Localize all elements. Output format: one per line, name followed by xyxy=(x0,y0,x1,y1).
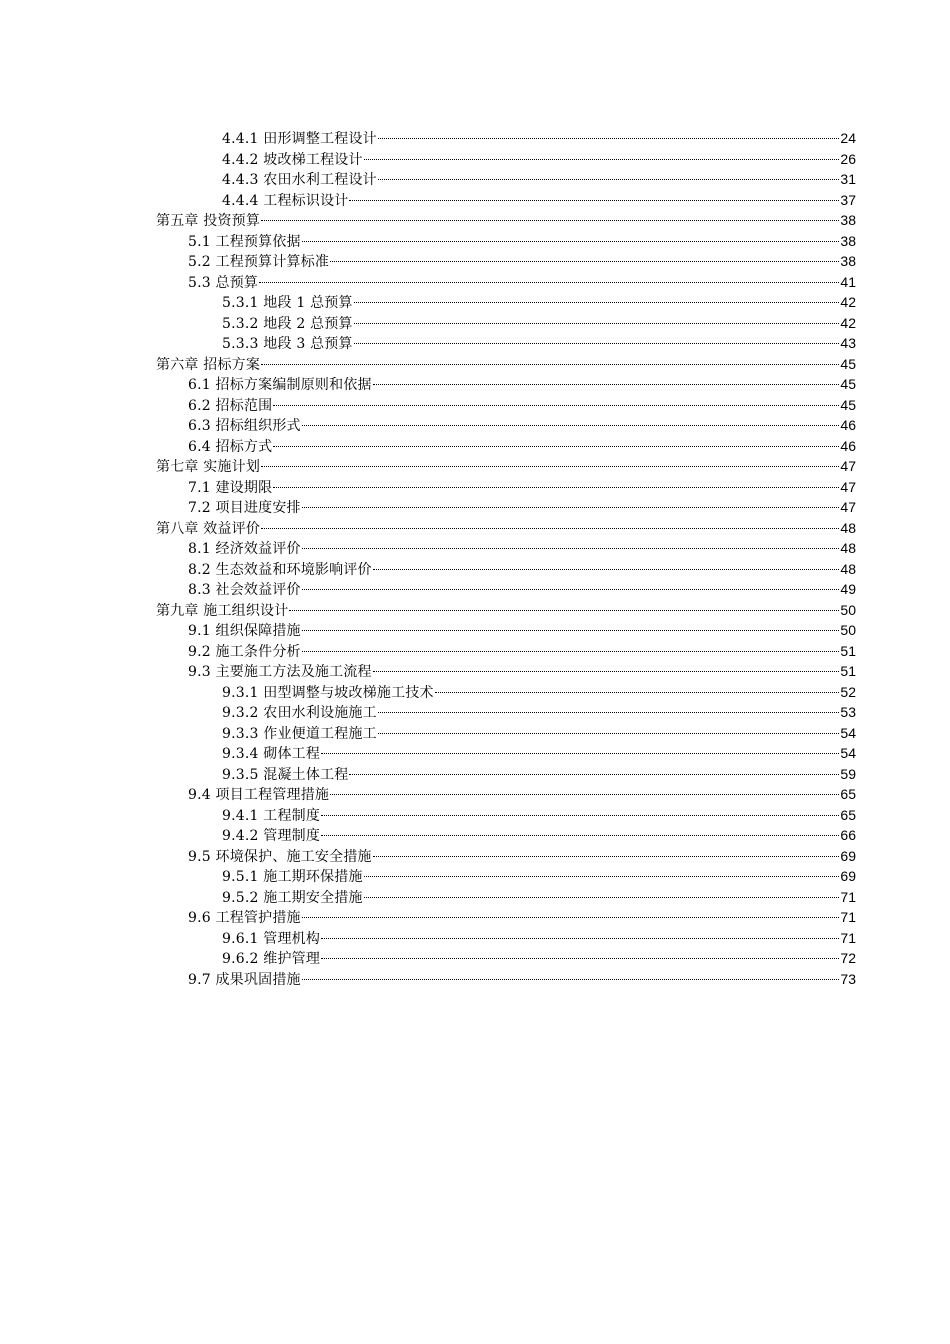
toc-entry-title: 5.3.2 地段 2 总预算 xyxy=(222,315,353,332)
toc-page-number: 50 xyxy=(840,622,856,638)
toc-dot-leader xyxy=(321,937,839,939)
toc-entry-title: 9.3 主要施工方法及施工流程 xyxy=(188,664,372,680)
toc-page-number: 47 xyxy=(840,478,856,495)
toc-entry[interactable] xyxy=(156,600,856,621)
toc-dot-leader xyxy=(289,609,839,611)
toc-entry-title: 第六章 招标方案 xyxy=(156,356,261,373)
toc-entry-title: 9.1 组织保障措施 xyxy=(188,623,301,639)
toc-entry[interactable] xyxy=(156,661,856,682)
toc-dot-leader xyxy=(302,424,840,426)
toc-entry[interactable] xyxy=(156,149,856,170)
toc-page-number: 45 xyxy=(840,376,856,392)
toc-dot-leader xyxy=(373,383,840,385)
toc-entry-title: 5.2 工程预算计算标准 xyxy=(188,254,330,270)
toc-page-number: 72 xyxy=(840,950,856,966)
toc-entry[interactable] xyxy=(156,825,856,846)
toc-entry-title: 9.6 工程管护措施 xyxy=(188,910,301,926)
toc-entry[interactable] xyxy=(156,559,856,580)
toc-dot-leader xyxy=(261,219,839,221)
toc-entry-title: 8.2 生态效益和环境影响评价 xyxy=(188,561,372,578)
toc-entry[interactable] xyxy=(156,723,856,744)
toc-entry[interactable] xyxy=(156,374,856,395)
toc-dot-leader xyxy=(373,568,840,570)
toc-dot-leader xyxy=(364,158,840,160)
toc-dot-leader xyxy=(349,199,839,201)
toc-dot-leader xyxy=(273,404,839,406)
toc-entry[interactable] xyxy=(156,866,856,887)
toc-entry-title: 9.4.2 管理制度 xyxy=(222,828,321,844)
toc-entry[interactable] xyxy=(156,333,856,354)
toc-dot-leader xyxy=(273,486,839,488)
toc-dot-leader xyxy=(261,465,839,467)
toc-dot-leader xyxy=(378,178,840,180)
toc-entry-title: 第七章 实施计划 xyxy=(156,459,261,475)
toc-dot-leader xyxy=(354,322,840,324)
toc-entry[interactable] xyxy=(156,169,856,190)
toc-entry[interactable] xyxy=(156,907,856,928)
toc-page-number: 45 xyxy=(840,355,856,372)
toc-page-number: 59 xyxy=(840,765,856,782)
toc-dot-leader xyxy=(373,670,840,672)
toc-page-number: 42 xyxy=(840,314,856,331)
toc-entry[interactable] xyxy=(156,436,856,457)
toc-entry-title: 9.5.1 施工期环保措施 xyxy=(222,869,363,885)
toc-entry[interactable] xyxy=(156,313,856,334)
toc-entry-title: 9.5.2 施工期安全措施 xyxy=(222,889,363,906)
toc-dot-leader xyxy=(349,773,839,775)
table-of-contents xyxy=(156,128,856,989)
toc-dot-leader xyxy=(435,691,840,693)
toc-dot-leader xyxy=(364,896,840,898)
toc-entry-title: 9.3.4 砌体工程 xyxy=(222,746,321,762)
toc-entry[interactable] xyxy=(156,887,856,908)
toc-entry-title: 4.4.2 坡改梯工程设计 xyxy=(222,151,363,168)
toc-entry-title: 7.1 建设期限 xyxy=(188,479,273,496)
toc-entry[interactable] xyxy=(156,477,856,498)
toc-entry[interactable] xyxy=(156,784,856,805)
toc-dot-leader xyxy=(259,281,839,283)
toc-page-number: 46 xyxy=(840,437,856,454)
toc-page-number: 42 xyxy=(840,294,856,310)
toc-entry-title: 4.4.3 农田水利工程设计 xyxy=(222,172,377,188)
toc-dot-leader xyxy=(321,957,839,959)
toc-page-number: 41 xyxy=(840,273,856,290)
toc-entry-title: 5.3 总预算 xyxy=(188,274,259,291)
toc-dot-leader xyxy=(378,732,840,734)
toc-dot-leader xyxy=(302,588,840,590)
toc-page-number: 38 xyxy=(840,232,856,249)
toc-dot-leader xyxy=(302,916,840,918)
toc-entry-title: 9.5 环境保护、施工安全措施 xyxy=(188,848,372,865)
toc-entry[interactable] xyxy=(156,948,856,969)
toc-entry-title: 4.4.1 田形调整工程设计 xyxy=(222,131,377,147)
toc-dot-leader xyxy=(354,301,840,303)
toc-entry-title: 6.1 招标方案编制原则和依据 xyxy=(188,377,372,393)
toc-entry[interactable] xyxy=(156,805,856,826)
toc-page-number: 54 xyxy=(840,724,856,741)
toc-entry[interactable] xyxy=(156,682,856,703)
toc-page-number: 48 xyxy=(840,519,856,536)
toc-page-number: 38 xyxy=(840,253,856,269)
toc-entry[interactable] xyxy=(156,354,856,375)
toc-dot-leader xyxy=(302,650,840,652)
toc-entry-title: 4.4.4 工程标识设计 xyxy=(222,192,349,209)
toc-page-number: 45 xyxy=(840,396,856,413)
toc-entry[interactable] xyxy=(156,497,856,518)
toc-page-number: 26 xyxy=(840,150,856,167)
toc-entry-title: 5.3.3 地段 3 总预算 xyxy=(222,336,353,352)
toc-page-number: 54 xyxy=(840,745,856,761)
toc-entry-title: 9.3.3 作业便道工程施工 xyxy=(222,725,377,742)
toc-dot-leader xyxy=(364,875,840,877)
toc-dot-leader xyxy=(378,137,840,139)
toc-dot-leader xyxy=(261,363,839,365)
toc-dot-leader xyxy=(354,342,840,344)
toc-dot-leader xyxy=(302,240,840,242)
toc-entry[interactable] xyxy=(156,764,856,785)
toc-page-number: 38 xyxy=(840,212,856,228)
toc-dot-leader xyxy=(330,793,839,795)
toc-entry-title: 第八章 效益评价 xyxy=(156,520,261,537)
toc-entry[interactable] xyxy=(156,395,856,416)
toc-entry-title: 9.6.2 维护管理 xyxy=(222,951,321,967)
toc-page-number: 43 xyxy=(840,335,856,351)
toc-page-number: 53 xyxy=(840,704,856,720)
toc-page-number: 47 xyxy=(840,499,856,515)
toc-page-number: 73 xyxy=(840,970,856,987)
toc-page-number: 47 xyxy=(840,458,856,474)
toc-entry[interactable] xyxy=(156,292,856,313)
toc-page-number: 46 xyxy=(840,417,856,433)
toc-dot-leader xyxy=(373,855,840,857)
toc-page-number: 50 xyxy=(840,601,856,618)
toc-entry[interactable] xyxy=(156,928,856,949)
toc-page-number: 69 xyxy=(840,847,856,864)
toc-entry[interactable] xyxy=(156,190,856,211)
toc-dot-leader xyxy=(330,260,839,262)
toc-page-number: 71 xyxy=(840,888,856,905)
toc-entry-title: 9.7 成果巩固措施 xyxy=(188,971,301,988)
toc-entry-title: 6.4 招标方式 xyxy=(188,438,273,455)
toc-entry[interactable] xyxy=(156,846,856,867)
toc-page-number: 52 xyxy=(840,683,856,700)
toc-entry[interactable] xyxy=(156,251,856,272)
toc-page-number: 51 xyxy=(840,663,856,679)
toc-page-number: 37 xyxy=(840,191,856,208)
toc-page-number: 24 xyxy=(840,130,856,146)
toc-page-number: 49 xyxy=(840,581,856,597)
toc-page-number: 48 xyxy=(840,560,856,577)
toc-entry[interactable] xyxy=(156,415,856,436)
toc-dot-leader xyxy=(321,752,839,754)
toc-entry-title: 6.3 招标组织形式 xyxy=(188,418,301,434)
toc-page-number: 65 xyxy=(840,786,856,802)
toc-entry-title: 5.1 工程预算依据 xyxy=(188,233,301,250)
toc-entry-title: 8.1 经济效益评价 xyxy=(188,541,301,557)
toc-entry[interactable] xyxy=(156,538,856,559)
toc-entry[interactable] xyxy=(156,210,856,231)
toc-entry-title: 9.3.2 农田水利设施施工 xyxy=(222,705,377,721)
toc-entry-title: 7.2 项目进度安排 xyxy=(188,500,301,516)
toc-dot-leader xyxy=(302,978,840,980)
toc-entry-title: 5.3.1 地段 1 总预算 xyxy=(222,295,353,311)
toc-entry[interactable] xyxy=(156,641,856,662)
toc-entry[interactable] xyxy=(156,272,856,293)
toc-entry-title: 第九章 施工组织设计 xyxy=(156,602,289,619)
toc-entry[interactable] xyxy=(156,128,856,149)
toc-entry[interactable] xyxy=(156,620,856,641)
toc-page-number: 71 xyxy=(840,909,856,925)
toc-entry[interactable] xyxy=(156,579,856,600)
toc-page-number: 66 xyxy=(840,827,856,843)
toc-page-number: 31 xyxy=(840,171,856,187)
toc-entry-title: 第五章 投资预算 xyxy=(156,213,261,229)
toc-entry[interactable] xyxy=(156,969,856,990)
toc-page-number: 69 xyxy=(840,868,856,884)
toc-page-number: 65 xyxy=(840,806,856,823)
toc-dot-leader xyxy=(321,834,839,836)
toc-dot-leader xyxy=(273,445,839,447)
toc-dot-leader xyxy=(378,711,840,713)
toc-entry-title: 8.3 社会效益评价 xyxy=(188,582,301,598)
toc-entry-title: 9.3.5 混凝土体工程 xyxy=(222,766,349,783)
toc-entry-title: 9.6.1 管理机构 xyxy=(222,930,321,947)
toc-dot-leader xyxy=(302,629,840,631)
toc-entry-title: 9.3.1 田型调整与坡改梯施工技术 xyxy=(222,684,434,701)
toc-entry[interactable] xyxy=(156,518,856,539)
toc-entry-title: 9.4.1 工程制度 xyxy=(222,807,321,824)
toc-entry-title: 6.2 招标范围 xyxy=(188,397,273,414)
toc-entry[interactable] xyxy=(156,743,856,764)
toc-entry-title: 9.2 施工条件分析 xyxy=(188,643,301,660)
toc-dot-leader xyxy=(261,527,839,529)
toc-entry[interactable] xyxy=(156,702,856,723)
toc-dot-leader xyxy=(302,547,840,549)
toc-entry[interactable] xyxy=(156,456,856,477)
toc-dot-leader xyxy=(302,506,840,508)
toc-entry[interactable] xyxy=(156,231,856,252)
toc-page-number: 48 xyxy=(840,540,856,556)
toc-dot-leader xyxy=(321,814,839,816)
toc-entry-title: 9.4 项目工程管理措施 xyxy=(188,787,330,803)
toc-page-number: 51 xyxy=(840,642,856,659)
toc-page-number: 71 xyxy=(840,929,856,946)
